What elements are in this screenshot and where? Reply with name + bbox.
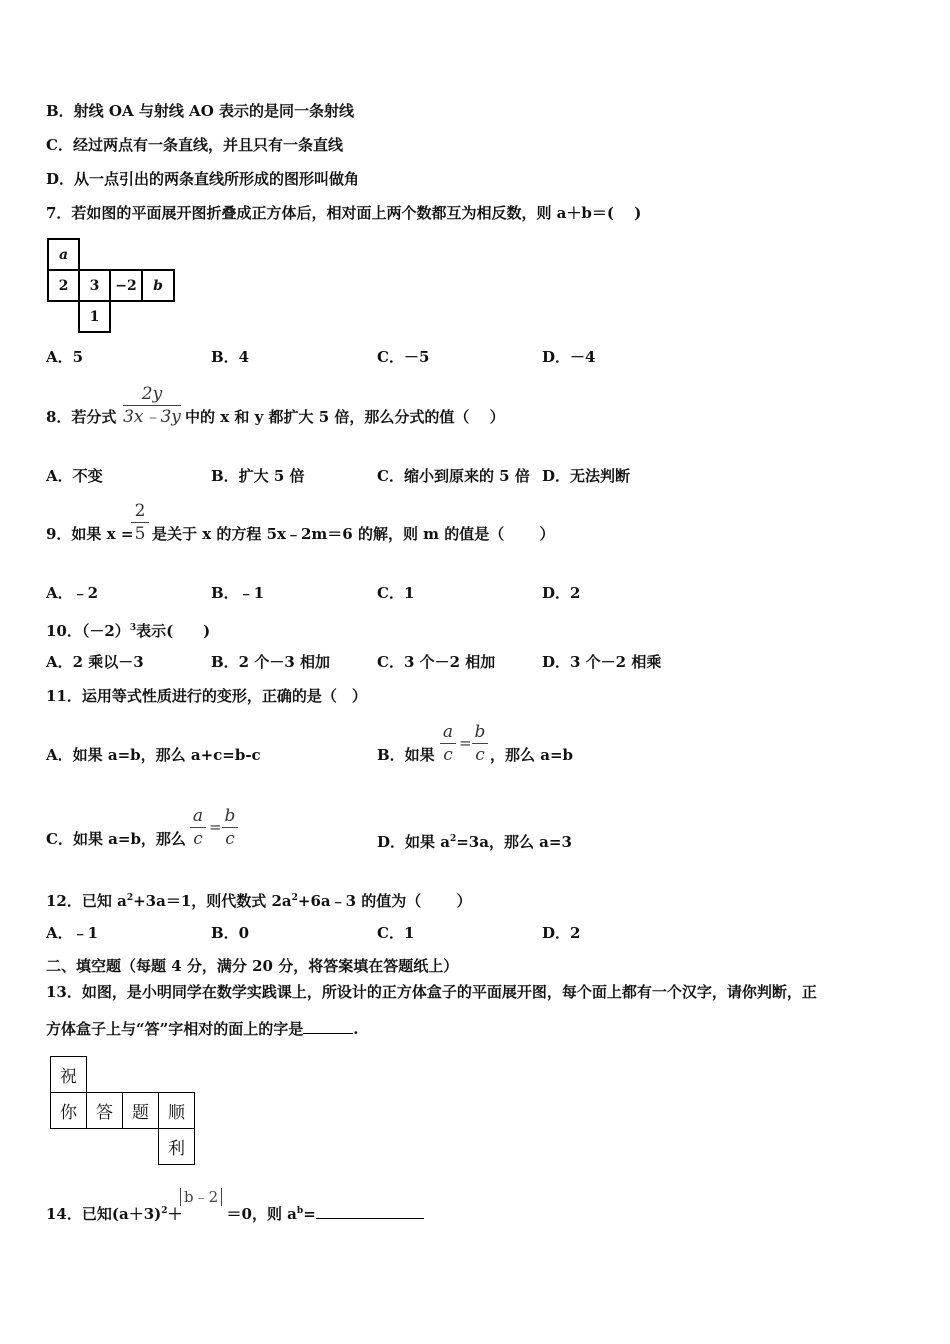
q12-part2: +3a＝1，则代数式 2a bbox=[133, 892, 292, 910]
q13-line2-end: . bbox=[353, 1020, 359, 1038]
q11b-equals: = bbox=[459, 734, 472, 752]
q8-option-c: C．缩小到原来的 5 倍 bbox=[377, 467, 530, 485]
q11c-equals: = bbox=[209, 818, 222, 836]
q8-option-b: B．扩大 5 倍 bbox=[211, 467, 305, 485]
q11-option-a: A．如果 a=b，那么 a+c=b-c bbox=[46, 746, 261, 764]
net-cell-3: −2 bbox=[109, 269, 143, 302]
net-cell-1: 2 bbox=[47, 269, 80, 302]
q7-option-a: A．5 bbox=[46, 348, 84, 366]
q11c-right-denominator: c bbox=[225, 829, 235, 849]
net2-cell-top: 祝 bbox=[50, 1056, 87, 1093]
q12-stem bbox=[46, 889, 472, 910]
q9-option-a: A．﹣2 bbox=[46, 584, 99, 602]
q13-line2 bbox=[46, 1020, 359, 1038]
q12-option-b: B．0 bbox=[211, 924, 250, 942]
q9-fraction bbox=[131, 500, 149, 545]
q12-option-d: D．2 bbox=[542, 924, 581, 942]
net-cell-4: b bbox=[141, 269, 175, 302]
q13-answer-blank[interactable] bbox=[303, 1033, 353, 1034]
q12-exp2: 2 bbox=[291, 893, 298, 903]
q10-stem-base: 10．（－2） bbox=[46, 622, 130, 640]
q11-option-c-prefix: C．如果 a=b，那么 bbox=[46, 830, 186, 848]
q10-option-c: C．3 个－2 相加 bbox=[377, 653, 496, 671]
q14-part3: ＝0，则 a bbox=[226, 1205, 297, 1223]
q11b-left-denominator: c bbox=[443, 745, 453, 765]
q10-stem bbox=[46, 619, 210, 640]
q14-part2: ＋ bbox=[167, 1205, 183, 1223]
q14-part4: = bbox=[303, 1205, 316, 1223]
q9-numerator: 2 bbox=[131, 500, 149, 523]
q11d-exponent: 2 bbox=[449, 834, 457, 844]
q9-prefix: 9．如果 x = bbox=[46, 525, 134, 543]
q14-absolute-value: b﹣2 bbox=[180, 1188, 222, 1206]
q9-option-d: D．2 bbox=[542, 584, 581, 602]
q6-option-b: B．射线 OA 与射线 AO 表示的是同一条射线 bbox=[46, 102, 354, 120]
q13-line2-text: 方体盒子上与“答”字相对的面上的字是 bbox=[46, 1020, 304, 1038]
q11b-fraction-right bbox=[472, 721, 488, 766]
q12-part1: 12．已知 a bbox=[46, 892, 127, 910]
q10-option-a: A．2 乘以－3 bbox=[46, 653, 144, 671]
q8-numerator: 2y bbox=[123, 383, 181, 406]
q14-stem bbox=[46, 1202, 424, 1223]
net-cell-top: a bbox=[47, 238, 80, 271]
q7-option-d: D．－4 bbox=[542, 348, 596, 366]
q7-option-c: C．－5 bbox=[377, 348, 430, 366]
q6-option-d: D．从一点引出的两条直线所形成的图形叫做角 bbox=[46, 170, 360, 188]
q12-part3: +6a﹣3 的值为（ ） bbox=[297, 892, 472, 910]
net-cell-bottom: 1 bbox=[78, 300, 111, 333]
q11b-left-numerator: a bbox=[440, 721, 456, 744]
q8-option-a: A．不变 bbox=[46, 467, 103, 485]
q11c-right-numerator: b bbox=[222, 805, 238, 828]
q8-suffix: 中的 x 和 y 都扩大 5 倍，那么分式的值（ ） bbox=[185, 408, 505, 426]
net2-cell-4: 顺 bbox=[158, 1092, 195, 1129]
q14-exp1: 2 bbox=[161, 1206, 168, 1216]
q8-denominator: 3x﹣3y bbox=[123, 407, 181, 427]
q14-answer-blank[interactable] bbox=[316, 1218, 424, 1219]
q11c-fraction-left bbox=[190, 805, 206, 850]
q11-option-b-prefix: B．如果 bbox=[377, 746, 435, 764]
q9-suffix: 是关于 x 的方程 5x﹣2m＝6 的解，则 m 的值是（ ） bbox=[152, 525, 555, 543]
q6-option-c: C．经过两点有一条直线，并且只有一条直线 bbox=[46, 136, 343, 154]
net2-cell-2: 答 bbox=[86, 1092, 123, 1129]
q7-option-b: B．4 bbox=[211, 348, 250, 366]
q11b-right-numerator: b bbox=[472, 721, 488, 744]
q7-stem: 7．若如图的平面展开图折叠成正方体后，相对面上两个数都互为相反数，则 a＋b＝( ) bbox=[46, 204, 642, 222]
net-cell-2: 3 bbox=[78, 269, 111, 302]
q10-exponent: 3 bbox=[129, 623, 137, 633]
q9-denominator: 5 bbox=[134, 524, 146, 544]
q12-option-a: A．﹣1 bbox=[46, 924, 99, 942]
q11-stem: 11．运用等式性质进行的变形，正确的是（ ） bbox=[46, 687, 367, 705]
q8-option-d: D．无法判断 bbox=[542, 467, 631, 485]
q11b-fraction-left bbox=[440, 721, 456, 766]
q9-option-c: C．1 bbox=[377, 584, 415, 602]
q10-stem-tail: 表示( ) bbox=[136, 622, 211, 640]
q12-exp1: 2 bbox=[126, 893, 134, 903]
q11c-left-denominator: c bbox=[193, 829, 203, 849]
net2-cell-bottom: 利 bbox=[158, 1128, 195, 1165]
q8-prefix: 8．若分式 bbox=[46, 408, 117, 426]
q9-option-b: B．﹣1 bbox=[211, 584, 265, 602]
q11d-part1: D．如果 a bbox=[377, 833, 450, 851]
section-heading: 二、填空题（每题 4 分，满分 20 分，将答案填在答题纸上） bbox=[46, 957, 459, 975]
net2-cell-1: 你 bbox=[50, 1092, 87, 1129]
q8-fraction bbox=[123, 383, 181, 428]
q13-line1: 13．如图，是小明同学在数学实践课上，所设计的正方体盒子的平面展开图，每个面上都有一个汉字，请你判断，正 bbox=[46, 983, 817, 1001]
q11-option-d bbox=[377, 830, 572, 851]
q12-option-c: C．1 bbox=[377, 924, 415, 942]
q10-option-b: B．2 个－3 相加 bbox=[211, 653, 330, 671]
q11c-left-numerator: a bbox=[190, 805, 206, 828]
q11c-fraction-right bbox=[222, 805, 238, 850]
q11-option-b-suffix: ，那么 a=b bbox=[490, 746, 573, 764]
q14-part1: 14．已知(a＋3) bbox=[46, 1205, 162, 1223]
q11b-right-denominator: c bbox=[475, 745, 485, 765]
q14-exp2: b bbox=[296, 1206, 304, 1216]
q10-option-d: D．3 个－2 相乘 bbox=[542, 653, 662, 671]
net2-cell-3: 题 bbox=[122, 1092, 159, 1129]
q11d-part2: =3a，那么 a=3 bbox=[456, 833, 572, 851]
